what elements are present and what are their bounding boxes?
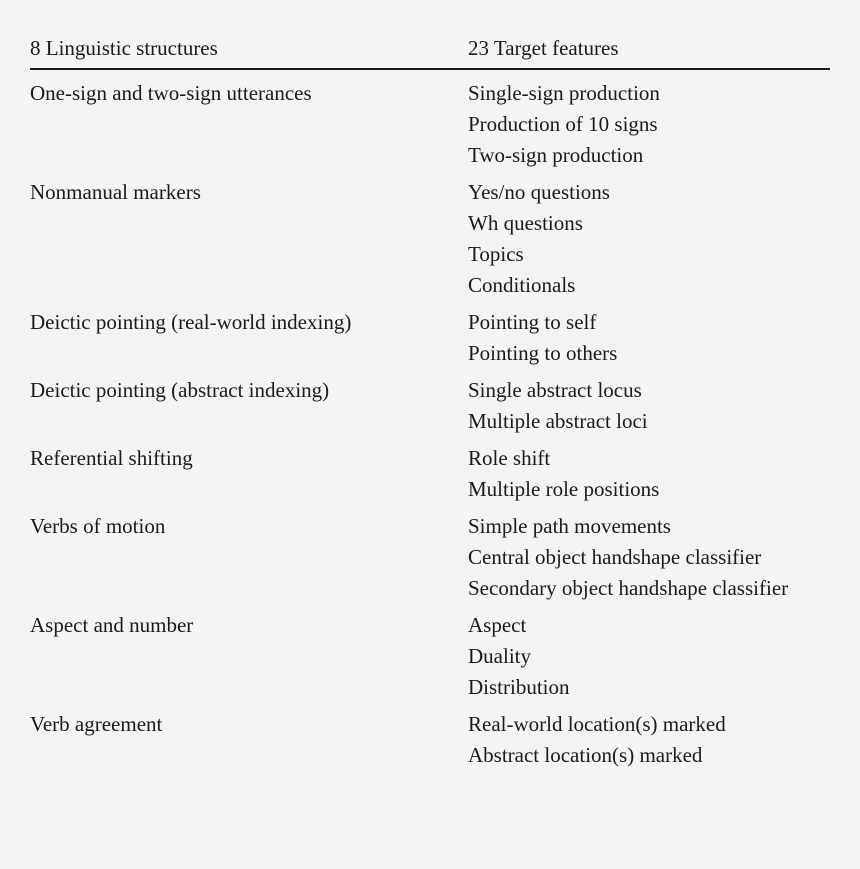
feature-item: Duality [468,644,531,668]
structure-cell: Aspect and number [30,613,194,637]
table-row [30,78,830,171]
feature-item: Role shift [468,446,551,470]
features-cell [468,307,830,369]
feature-item: Pointing to others [468,341,618,365]
features-cell [468,443,830,505]
feature-item: Real-world location(s) marked [468,712,726,736]
features-cell [468,375,830,437]
column-header-features: 23 Target features [468,36,619,60]
features-cell [468,177,830,301]
structure-cell: Referential shifting [30,446,193,470]
feature-item: Single abstract locus [468,378,642,402]
table-body [30,78,830,777]
table-row [30,177,830,301]
features-cell [468,511,830,604]
table-row [30,443,830,505]
feature-item: Wh questions [468,211,583,235]
table-row [30,610,830,703]
features-cell [468,78,830,171]
table-row [30,307,830,369]
feature-item: Two-sign production [468,143,644,167]
feature-item: Multiple abstract loci [468,409,648,433]
table-row [30,709,830,771]
feature-item: Secondary object handshape classifier [468,576,789,600]
feature-item: Central object handshape classifier [468,545,762,569]
feature-item: Conditionals [468,273,576,297]
table-row [30,375,830,437]
structure-cell: Verb agreement [30,712,163,736]
features-cell [468,610,830,703]
structure-cell: Deictic pointing (real-world indexing) [30,310,352,334]
feature-item: Topics [468,242,524,266]
feature-item: Pointing to self [468,310,597,334]
feature-item: Abstract location(s) marked [468,743,703,767]
header-rule [30,68,830,70]
structure-cell: One-sign and two-sign utterances [30,81,312,105]
features-cell [468,709,830,771]
structure-cell: Nonmanual markers [30,180,201,204]
feature-item: Production of 10 signs [468,112,658,136]
feature-item: Distribution [468,675,570,699]
feature-item: Aspect [468,613,527,637]
feature-item: Single-sign production [468,81,660,105]
table-row [30,511,830,604]
structure-cell: Verbs of motion [30,514,166,538]
structure-cell: Deictic pointing (abstract indexing) [30,378,330,402]
feature-item: Yes/no questions [468,180,610,204]
feature-item: Simple path movements [468,514,671,538]
column-header-structures: 8 Linguistic structures [30,36,218,60]
feature-item: Multiple role positions [468,477,660,501]
table-header [30,34,830,68]
